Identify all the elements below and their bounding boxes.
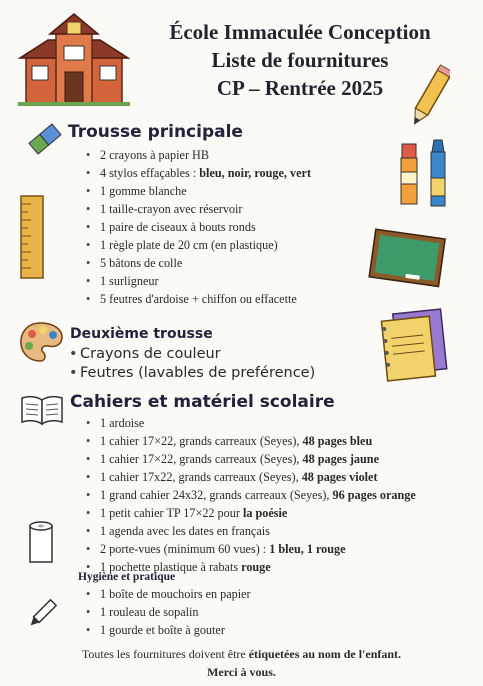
- item-emphasis: 96 pages orange: [332, 488, 416, 502]
- item-text: 5 feutres d'ardoise + chiffon ou effacette: [100, 292, 297, 306]
- list-item: [100, 468, 416, 486]
- item-emphasis: 48 pages bleu: [302, 434, 373, 448]
- item-text: 1 agenda avec les dates en français: [100, 524, 270, 538]
- list-item: [100, 236, 311, 254]
- section-title-cahiers: Cahiers et matériel scolaire: [70, 392, 335, 412]
- item-emphasis: rouge: [241, 560, 271, 574]
- item-text: 1 ardoise: [100, 416, 145, 430]
- palette-icon: [18, 320, 64, 364]
- list-item: [100, 414, 416, 432]
- item-text: 1 règle plate de 20 cm (en plastique): [100, 238, 278, 252]
- chalkboard-icon: [368, 228, 448, 290]
- list-item: • Feutres (lavables de preférence): [80, 364, 315, 383]
- list-item: [100, 432, 416, 450]
- item-emphasis: 48 pages violet: [301, 470, 378, 484]
- list-title: Liste de fournitures: [211, 48, 389, 72]
- school-icon: [18, 8, 130, 108]
- item-text: 1 gomme blanche: [100, 184, 187, 198]
- item-text: 1 grand cahier 24x32, grands carreaux (Seyes),: [100, 488, 333, 502]
- footer-note: [20, 645, 463, 681]
- section-title-trousse: Trousse principale: [68, 122, 243, 142]
- list-item: • 1 boîte de mouchoirs en papier: [100, 585, 251, 603]
- list-item: [100, 486, 416, 504]
- item-text: 1 cahier 17×22, grands carreaux (Seyes),: [100, 434, 303, 448]
- item-text: 1 cahier 17x22, grands carreaux (Seyes),: [100, 470, 302, 484]
- list-item: [100, 504, 416, 522]
- list-item: [100, 218, 311, 236]
- school-name: École Immaculée Conception: [169, 20, 431, 44]
- item-text: 1 pochette plastique à rabats: [100, 560, 242, 574]
- item-emphasis: 1 bleu, 1 rouge: [269, 542, 346, 556]
- class-year: CP – Rentrée 2025: [216, 76, 384, 100]
- pen-icon: [24, 596, 60, 632]
- list-item: [100, 164, 311, 182]
- hygiene-list: [100, 585, 251, 639]
- footer-thanks: Merci à vous.: [207, 665, 276, 679]
- item-emphasis: bleu, noir, rouge, vert: [199, 166, 311, 180]
- list-item: [100, 182, 311, 200]
- list-item: • 1 rouleau de sopalin: [100, 603, 251, 621]
- list-item: [100, 522, 416, 540]
- item-emphasis: la poésie: [242, 506, 288, 520]
- marker-icon: [426, 138, 450, 210]
- item-text: 2 crayons à papier HB: [100, 148, 209, 162]
- cahiers-list: [100, 414, 416, 576]
- list-item: • 1 gourde et boîte à gouter: [100, 621, 251, 639]
- paper-roll-icon: [26, 520, 56, 568]
- section-title-hygiene: Hygiène et pratique: [78, 571, 176, 583]
- list-item: [100, 272, 311, 290]
- section-title-deuxieme: Deuxième trousse: [70, 326, 213, 342]
- open-book-icon: [20, 394, 64, 426]
- list-item: [100, 254, 311, 272]
- item-text: 4 stylos effaçables :: [100, 166, 200, 180]
- list-item: [100, 290, 311, 308]
- eraser-icon: [28, 122, 62, 156]
- item-text: 1 cahier 17×22, grands carreaux (Seyes),: [100, 452, 303, 466]
- notebooks-icon: [376, 306, 452, 382]
- footer-text: Toutes les fournitures doivent être: [81, 647, 249, 661]
- item-text: 1 surligneur: [100, 274, 159, 288]
- item-text: 1 petit cahier TP 17×22 pour: [100, 506, 243, 520]
- item-emphasis: 48 pages jaune: [302, 452, 379, 466]
- pencil-icon: [410, 64, 450, 130]
- item-text: 1 paire de ciseaux à bouts ronds: [100, 220, 256, 234]
- list-item: [100, 200, 311, 218]
- trousse-list: [100, 146, 311, 308]
- item-text: 5 bâtons de colle: [100, 256, 183, 270]
- glue-stick-icon: [398, 142, 420, 208]
- list-item: [100, 146, 311, 164]
- list-item: • Crayons de couleur: [80, 345, 315, 364]
- deuxieme-list: [80, 345, 315, 383]
- list-item: [100, 450, 416, 468]
- item-text: 2 porte-vues (minimum 60 vues) :: [100, 542, 270, 556]
- item-text: 1 taille-crayon avec réservoir: [100, 202, 243, 216]
- ruler-icon: [18, 194, 46, 280]
- footer-bold: étiquetées au nom de l'enfant.: [248, 647, 402, 661]
- list-item: [100, 540, 416, 558]
